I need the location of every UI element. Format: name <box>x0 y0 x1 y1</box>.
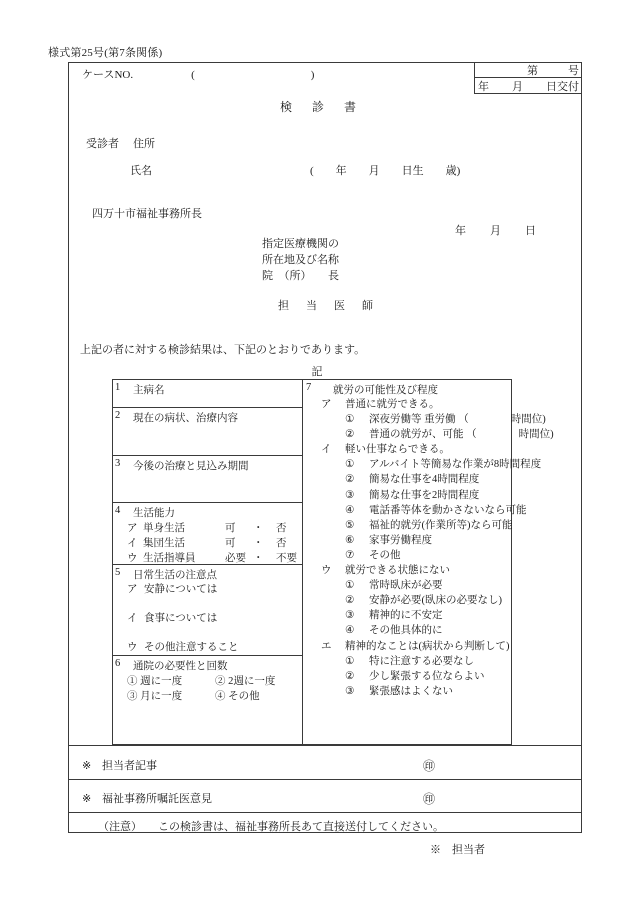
work-item-light-3-number: ③ <box>345 489 355 501</box>
work-item-light-3-text: 簡易な仕事を2時間程度 <box>369 489 480 501</box>
work-item-light-1-text: アルバイト等簡易な作業が8時間程度 <box>369 459 542 471</box>
precaution-rest-text: 安静については <box>144 584 218 595</box>
work-capability-title: 就労の可能性及び程度 <box>333 385 438 396</box>
work-group-kana-e: エ <box>321 640 332 652</box>
issue-date-row <box>475 78 582 94</box>
note-content <box>98 818 444 834</box>
divider-above-note <box>68 812 582 813</box>
divider-above-doctor-opinion <box>68 779 582 780</box>
work-item-light-4[interactable] <box>303 503 527 518</box>
work-item-light-5[interactable] <box>303 518 511 533</box>
footer-staff-note: ※ 担当者 <box>430 844 485 856</box>
patient-role-label: 受診者 <box>86 138 119 150</box>
birth-open-paren: ( <box>310 165 314 177</box>
case-number-field <box>82 66 314 82</box>
table-row-current-condition <box>113 408 302 456</box>
patient-age-label: 歳) <box>445 165 461 177</box>
work-item-unable-4[interactable] <box>303 623 511 638</box>
row-title-visit-frequency: 通院の必要性と回数 <box>133 661 228 672</box>
work-item-light-3[interactable] <box>303 488 511 503</box>
work-item-light-4-number: ④ <box>345 504 355 516</box>
visit-option-biweekly[interactable]: ② 2週に一度 <box>215 676 276 687</box>
work-group-unable-text: 就労できる状態にない <box>345 565 450 577</box>
work-group-mental <box>303 639 511 699</box>
visit-option-row-1 <box>127 673 302 688</box>
doctor-seal-icon: ㊞ <box>423 792 436 806</box>
institution-line-3: 院 （所） 長 <box>262 270 339 282</box>
work-group-normal <box>303 397 554 442</box>
issue-day-label: 日交付 <box>546 81 579 93</box>
precaution-kana-i: イ <box>127 613 138 624</box>
doctor-opinion-text: 福祉事務所嘱託医意見 <box>102 793 212 805</box>
work-item-normal-1-text: 深夜労働等 重労働 （ 時間位) <box>369 414 546 426</box>
work-group-kana-a: ア <box>321 399 332 410</box>
page-title: 検 診 書 <box>279 100 360 114</box>
precaution-meals-text: 食事については <box>144 613 218 624</box>
case-number-label: ケースNO. <box>82 69 134 81</box>
row-title-daily-precautions: 日常生活の注意点 <box>133 570 217 581</box>
ability-kana-i: イ <box>127 538 138 549</box>
ability-name-instructor: 生活指導員 <box>143 553 196 564</box>
work-item-mental-3-text: 緊張感はよくない <box>369 685 453 697</box>
ability-group-dot: ・ <box>253 538 264 549</box>
work-item-light-2-number: ② <box>345 474 355 486</box>
row-number-6: 6 <box>115 658 121 669</box>
work-group-kana-i: イ <box>321 444 332 456</box>
statement-text: 上記の者に対する検診結果は、下記のとおりであります。 <box>80 344 366 356</box>
certificate-date-line <box>455 222 536 238</box>
work-item-unable-2-text: 安静が必要(臥床の必要なし) <box>369 595 502 607</box>
birth-month-label: 月 <box>368 165 380 177</box>
staff-note-text: 担当者記事 <box>102 760 157 772</box>
staff-note-label <box>82 757 157 773</box>
row-title-living-ability: 生活能力 <box>133 508 175 519</box>
work-item-unable-1-number: ① <box>345 580 355 592</box>
work-group-light <box>303 442 542 563</box>
table-row-future-treatment <box>113 456 302 503</box>
work-item-mental-3-number: ③ <box>345 685 355 697</box>
work-item-mental-2-text: 少し緊張する位ならよい <box>369 670 485 682</box>
ability-single-option-yes[interactable]: 可 <box>225 523 236 534</box>
ability-kana-a: ア <box>127 523 138 534</box>
patient-name-label: 氏名 <box>130 165 152 177</box>
form-number: 様式第25号(第7条関係) <box>48 47 163 59</box>
table-row-living-ability <box>113 503 302 565</box>
institution-line-2: 所在地及び名称 <box>262 254 339 266</box>
precaution-rest <box>127 582 302 597</box>
row-title-main-disease: 主病名 <box>133 385 165 396</box>
doctor-opinion-label <box>82 790 212 806</box>
ability-group-option-yes[interactable]: 可 <box>225 538 236 549</box>
work-item-unable-3[interactable] <box>303 608 511 623</box>
patient-address-label: 住所 <box>133 138 155 150</box>
work-item-light-7-number: ⑦ <box>345 549 355 561</box>
precaution-kana-u: ウ <box>127 642 138 653</box>
work-item-normal-2[interactable] <box>303 427 554 442</box>
attending-doctor-label: 担 当 医 師 <box>278 300 376 312</box>
birth-day-label: 日生 <box>401 165 424 177</box>
ki-mark: 記 <box>311 366 323 378</box>
work-item-unable-4-number: ④ <box>345 625 355 637</box>
row-number-2: 2 <box>115 410 121 421</box>
precaution-kana-a: ア <box>127 584 138 595</box>
row-number-1: 1 <box>115 382 121 393</box>
work-item-light-2-text: 簡易な仕事を4時間程度 <box>369 474 480 486</box>
cert-year-label: 年 <box>455 225 466 237</box>
work-item-normal-2-number: ② <box>345 429 355 441</box>
divider-above-staff-note <box>68 745 582 746</box>
work-item-unable-2[interactable] <box>303 593 511 608</box>
doctor-opinion-row <box>68 790 582 812</box>
ability-single-option-no[interactable]: 否 <box>276 523 287 534</box>
work-item-mental-1-number: ① <box>345 655 355 667</box>
work-item-light-7[interactable] <box>303 548 511 563</box>
note-prefix: （注意） <box>98 821 142 833</box>
work-item-normal-2-text: 普通の就労が、可能 （ 時間位) <box>369 429 554 441</box>
work-item-light-1-number: ① <box>345 459 355 471</box>
addressee-line: 四万十市福祉事務所長 <box>92 208 202 220</box>
ability-life-instructor <box>113 550 302 565</box>
patient-address-line <box>86 135 155 151</box>
ability-kana-u: ウ <box>127 553 138 564</box>
work-item-light-5-text: 福祉的就労(作業所等)なら可能 <box>369 519 513 531</box>
work-group-light-head <box>303 442 511 457</box>
visit-option-monthly[interactable]: ③ 月に一度 <box>127 691 183 702</box>
ability-instructor-option-not-needed[interactable]: 不要 <box>276 553 297 564</box>
work-item-unable-3-text: 精神的に不安定 <box>369 610 443 622</box>
cert-day-label: 日 <box>525 225 536 237</box>
table-left-column <box>113 380 303 744</box>
ability-single-dot: ・ <box>253 523 264 534</box>
visit-option-weekly[interactable]: ① 週に一度 <box>127 676 183 687</box>
doctor-opinion-mark: ※ <box>82 793 92 805</box>
work-item-unable-1[interactable] <box>303 578 511 593</box>
visit-option-other[interactable]: ④ その他 <box>215 691 260 702</box>
patient-birth-line <box>310 162 460 178</box>
staff-note-mark: ※ <box>82 760 92 772</box>
work-item-light-6-number: ⑥ <box>345 534 355 546</box>
ability-name-single: 単身生活 <box>143 523 185 534</box>
work-item-light-1[interactable] <box>303 457 542 472</box>
note-text: この検診書は、福祉事務所長あて直接送付してください。 <box>158 821 444 833</box>
ability-group-living <box>113 535 302 550</box>
work-item-light-5-number: ⑤ <box>345 519 355 531</box>
ability-instructor-dot: ・ <box>253 553 264 564</box>
work-item-unable-3-number: ③ <box>345 610 355 622</box>
row-number-7: 7 <box>306 382 312 393</box>
work-item-mental-1-text: 特に注意する必要なし <box>369 655 474 667</box>
cert-month-label: 月 <box>490 225 501 237</box>
work-item-unable-2-number: ② <box>345 595 355 607</box>
case-number-open-paren: ( <box>191 69 195 81</box>
row-title-future-treatment: 今後の治療と見込み期間 <box>133 461 249 472</box>
ability-name-group: 集団生活 <box>143 538 185 549</box>
issue-number-unit: 号 <box>568 64 579 77</box>
ability-instructor-option-needed[interactable]: 必要 <box>225 553 246 564</box>
issue-number-row <box>475 62 582 78</box>
issue-year-label: 年 <box>478 81 489 93</box>
row-number-4: 4 <box>115 505 121 516</box>
work-group-mental-text: 精神的なことは(病状から判断して) <box>345 640 510 652</box>
work-group-normal-head <box>303 397 511 412</box>
work-item-light-6[interactable] <box>303 533 511 548</box>
issue-month-label: 月 <box>512 81 523 93</box>
work-item-normal-1-number: ① <box>345 414 355 426</box>
row-title-current-condition: 現在の病状、治療内容 <box>133 413 238 424</box>
work-item-mental-2[interactable] <box>303 669 511 684</box>
work-item-light-6-text: 家事労働程度 <box>369 534 432 546</box>
ability-group-option-no[interactable]: 否 <box>276 538 287 549</box>
birth-year-label: 年 <box>335 165 347 177</box>
precaution-other-text: その他注意すること <box>144 642 239 653</box>
precaution-meals <box>127 611 302 626</box>
table-row-main-disease <box>113 380 302 408</box>
staff-note-row <box>68 757 582 779</box>
precaution-other <box>127 640 302 655</box>
work-item-unable-1-text: 常時臥床が必要 <box>369 580 443 592</box>
work-group-mental-head <box>303 639 511 654</box>
row-number-5: 5 <box>115 567 121 578</box>
table-right-column <box>303 380 554 744</box>
visit-option-row-2 <box>127 688 302 703</box>
work-item-normal-1[interactable] <box>303 412 546 427</box>
work-item-light-2[interactable] <box>303 472 511 487</box>
institution-line-1: 指定医療機関の <box>262 238 339 250</box>
row-number-3: 3 <box>115 458 121 469</box>
work-group-normal-text: 普通に就労できる。 <box>345 399 440 410</box>
work-item-light-7-text: その他 <box>369 549 401 561</box>
work-group-light-text: 軽い仕事ならできる。 <box>345 444 450 456</box>
work-group-unable <box>303 563 511 638</box>
institution-block <box>262 236 339 284</box>
work-item-mental-1[interactable] <box>303 654 511 669</box>
ability-single-living <box>113 520 302 535</box>
work-group-unable-head <box>303 563 511 578</box>
work-item-unable-4-text: その他具体的に <box>369 625 443 637</box>
work-item-mental-2-number: ② <box>345 670 355 682</box>
examination-table <box>112 379 554 745</box>
work-item-light-4-text: 電話番等体を動かさないなら可能 <box>369 504 527 516</box>
work-item-mental-3[interactable] <box>303 684 511 699</box>
staff-seal-icon: ㊞ <box>423 759 436 773</box>
case-number-close-paren: ) <box>310 69 315 81</box>
issue-number-label: 第 <box>527 64 538 77</box>
work-capability-header <box>303 380 511 397</box>
work-group-kana-u: ウ <box>321 565 332 577</box>
table-row-daily-precautions <box>113 565 302 656</box>
table-row-visit-frequency <box>113 656 302 742</box>
issue-number-box <box>474 62 582 94</box>
